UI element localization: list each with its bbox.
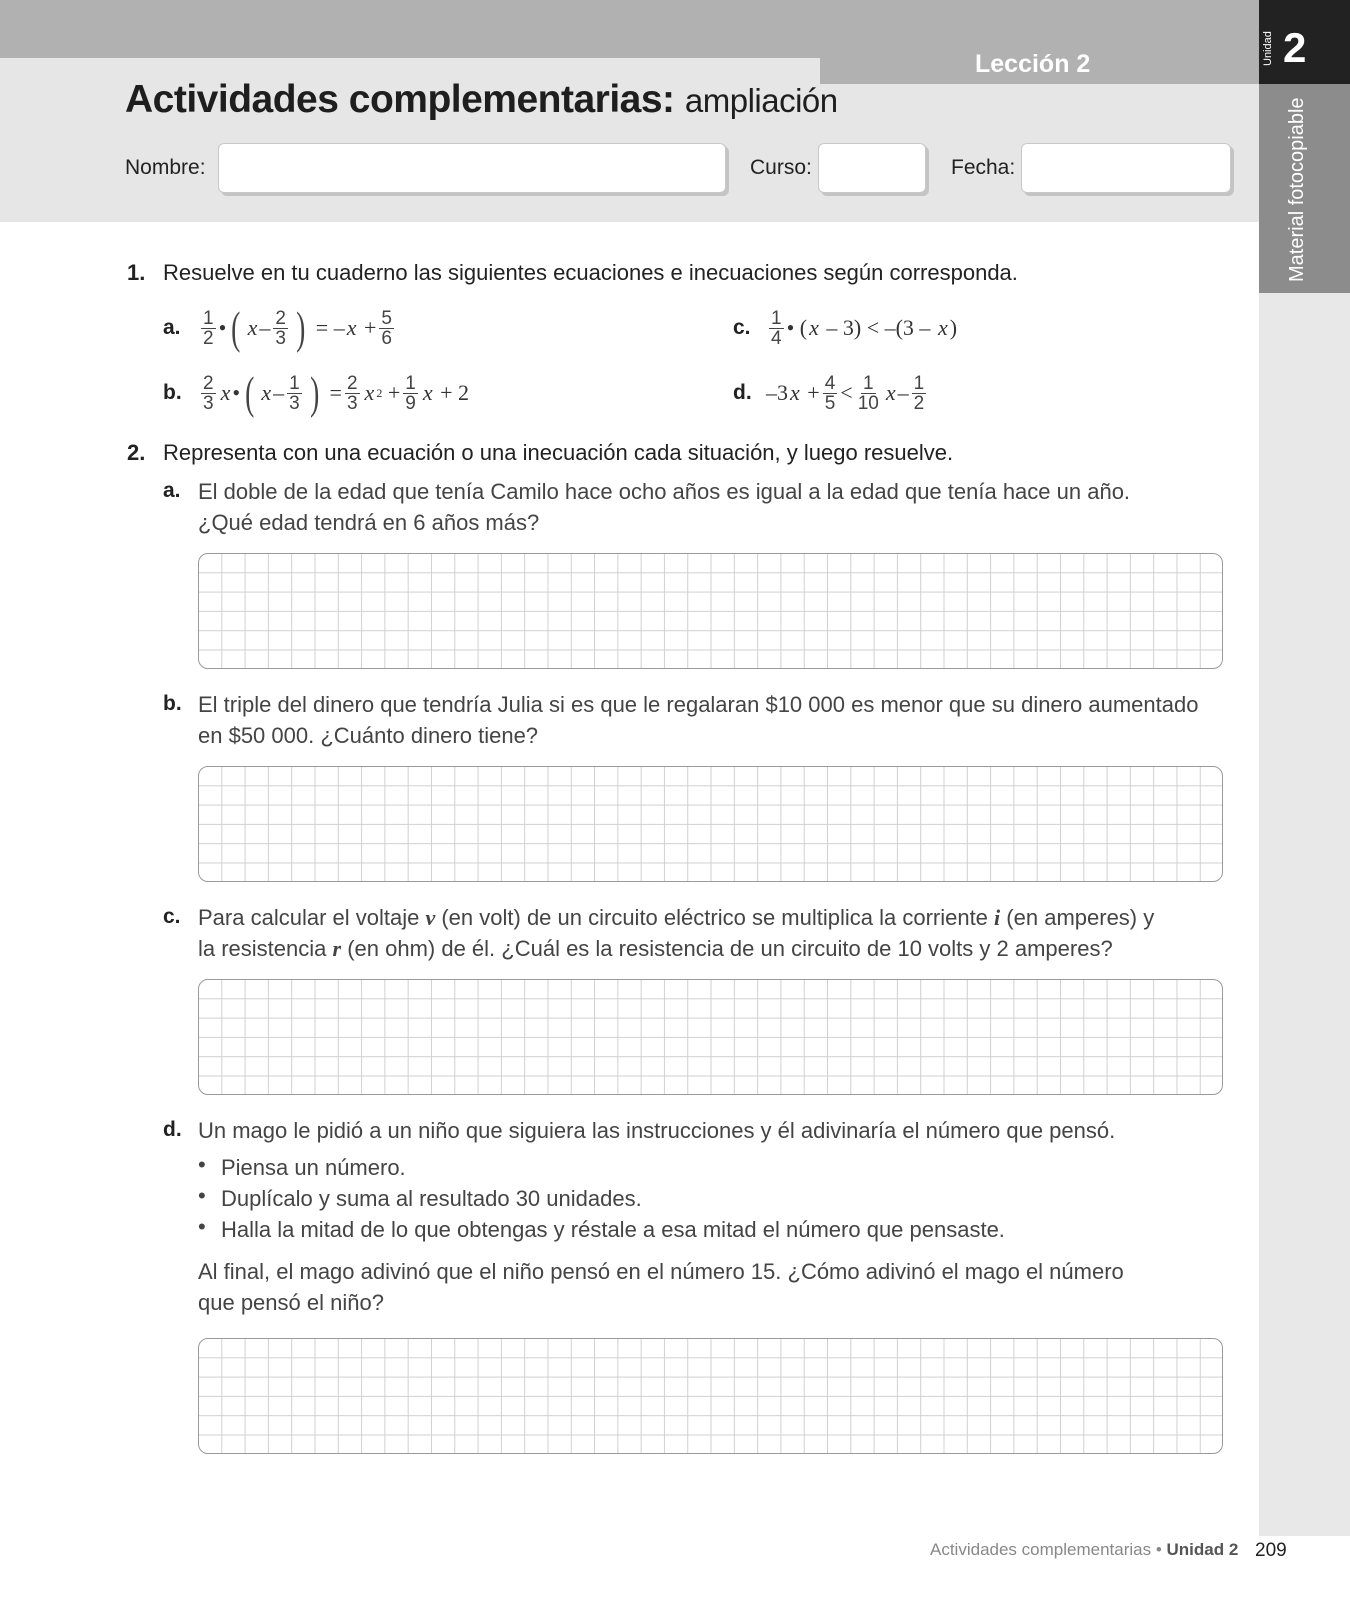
q1-c-label: c. [733, 316, 751, 339]
unit-number: 2 [1283, 24, 1307, 71]
q1-d-inequation: –3 x + $\frac{4}{5}$ < $\frac{1}{10}$ x – $\frac{1}{2}$ [766, 372, 925, 414]
lesson-title: Lección 2 [975, 50, 1091, 78]
name-field[interactable] [218, 143, 726, 193]
current-variable: i [994, 905, 1001, 930]
q2-d-conclusion [198, 1256, 1124, 1318]
q2-a-label: a. [163, 479, 181, 502]
q2-d-line2: Al final, el mago adivinó que el niño pensó en el número 15. ¿Cómo adivinó el mago el número [198, 1259, 1124, 1284]
q1-a-equation: $\frac{1}{2}$ • ( x – $\frac{2}{3}$ ) = – x + $\frac{5}{6}$ [203, 302, 392, 353]
q2-c-line2 [198, 933, 1154, 964]
q2-b-line1: El triple del dinero que tendría Julia si es que le regalaran $10 000 es menor que su dinero aumentado [198, 692, 1199, 717]
q2-c-line1-a: Para calcular el voltaje [198, 905, 420, 930]
q2-c-label: c. [163, 905, 181, 928]
q2-c-line1-c: (en amperes) y [1006, 905, 1155, 930]
q2-d-line1: Un mago le pidió a un niño que siguiera las instrucciones y él adivinaría el número que pensó. [198, 1118, 1116, 1143]
q2-c-line1-b: (en volt) de un circuito eléctrico se multiplica la corriente [441, 905, 988, 930]
name-label: Nombre: [125, 156, 206, 179]
q2-c-line2-b: (en ohm) de él. ¿Cuál es la resistencia de un circuito de 10 volts y 2 amperes? [347, 936, 1113, 961]
q2-a-answer-grid[interactable] [198, 553, 1223, 669]
footer-separator: • [1151, 1540, 1167, 1559]
voltage-variable: v [425, 905, 436, 930]
q2-d-bullet-2: Duplícalo y suma al resultado 30 unidades. [221, 1186, 642, 1211]
q1-b-label: b. [163, 381, 182, 404]
bullet-dot-icon: • [198, 1183, 206, 1208]
q2-a-line1: El doble de la edad que tenía Camilo hace ocho años es igual a la edad que tenía hace un año. [198, 479, 1131, 504]
q2-d-bullet-1: Piensa un número. [221, 1155, 406, 1180]
q1-text: Resuelve en tu cuaderno las siguientes ecuaciones e inecuaciones según corresponda. [163, 260, 1018, 285]
q2-d-answer-grid[interactable] [198, 1338, 1223, 1454]
course-label: Curso: [750, 156, 812, 179]
title-bold: Actividades complementarias: [125, 78, 675, 121]
course-field[interactable] [818, 143, 926, 193]
q2-d-line3: que pensó el niño? [198, 1290, 384, 1315]
q2-d-label: d. [163, 1118, 182, 1141]
bullet-dot-icon: • [198, 1152, 206, 1177]
q2-c-answer-grid[interactable] [198, 979, 1223, 1095]
q2-c-line2-a: la resistencia [198, 936, 327, 961]
page-title [125, 78, 838, 122]
unit-word: Unidad [1262, 31, 1274, 66]
q1-c-inequation: $\frac{1}{4}$ • ( x – 3) < –(3 – x ) [771, 307, 958, 349]
q1-a-label: a. [163, 316, 181, 339]
q2-b-answer-grid[interactable] [198, 766, 1223, 882]
q2-c-line1 [198, 902, 1154, 933]
q2-text: Representa con una ecuación o una inecuación cada situación, y luego resuelve. [163, 440, 954, 465]
q2-a-line2: ¿Qué edad tendrá en 6 años más? [198, 510, 540, 535]
q2-a-text [198, 476, 1130, 538]
footer-unit: Unidad 2 [1166, 1540, 1239, 1559]
q2-d-bullet-3: Halla la mitad de lo que obtengas y réstale a esa mitad el número que pensaste. [221, 1217, 1005, 1242]
q1-b-equation: $\frac{2}{3}$ x • ( x – $\frac{1}{3}$ ) = $\frac{2}{3}$ x 2 + $\frac{1}{9}$ x + 2 [203, 367, 469, 418]
page-number: 209 [1255, 1540, 1287, 1561]
q2-b-label: b. [163, 692, 182, 715]
date-field[interactable] [1021, 143, 1231, 193]
q2-c-text [198, 902, 1154, 964]
title-light: ampliación [684, 82, 838, 119]
footer [930, 1540, 1238, 1560]
q2-number: 2. [127, 440, 146, 465]
q2-b-text [198, 689, 1198, 751]
q2-b-line2: en $50 000. ¿Cuánto dinero tiene? [198, 723, 539, 748]
q1-number: 1. [127, 260, 146, 285]
bullet-dot-icon: • [198, 1214, 206, 1239]
date-label: Fecha: [951, 156, 1016, 179]
resistance-variable: r [332, 936, 342, 961]
q1-d-label: d. [733, 381, 752, 404]
footer-text: Actividades complementarias [930, 1540, 1152, 1559]
copy-label: Material fotocopiable [1286, 97, 1308, 282]
